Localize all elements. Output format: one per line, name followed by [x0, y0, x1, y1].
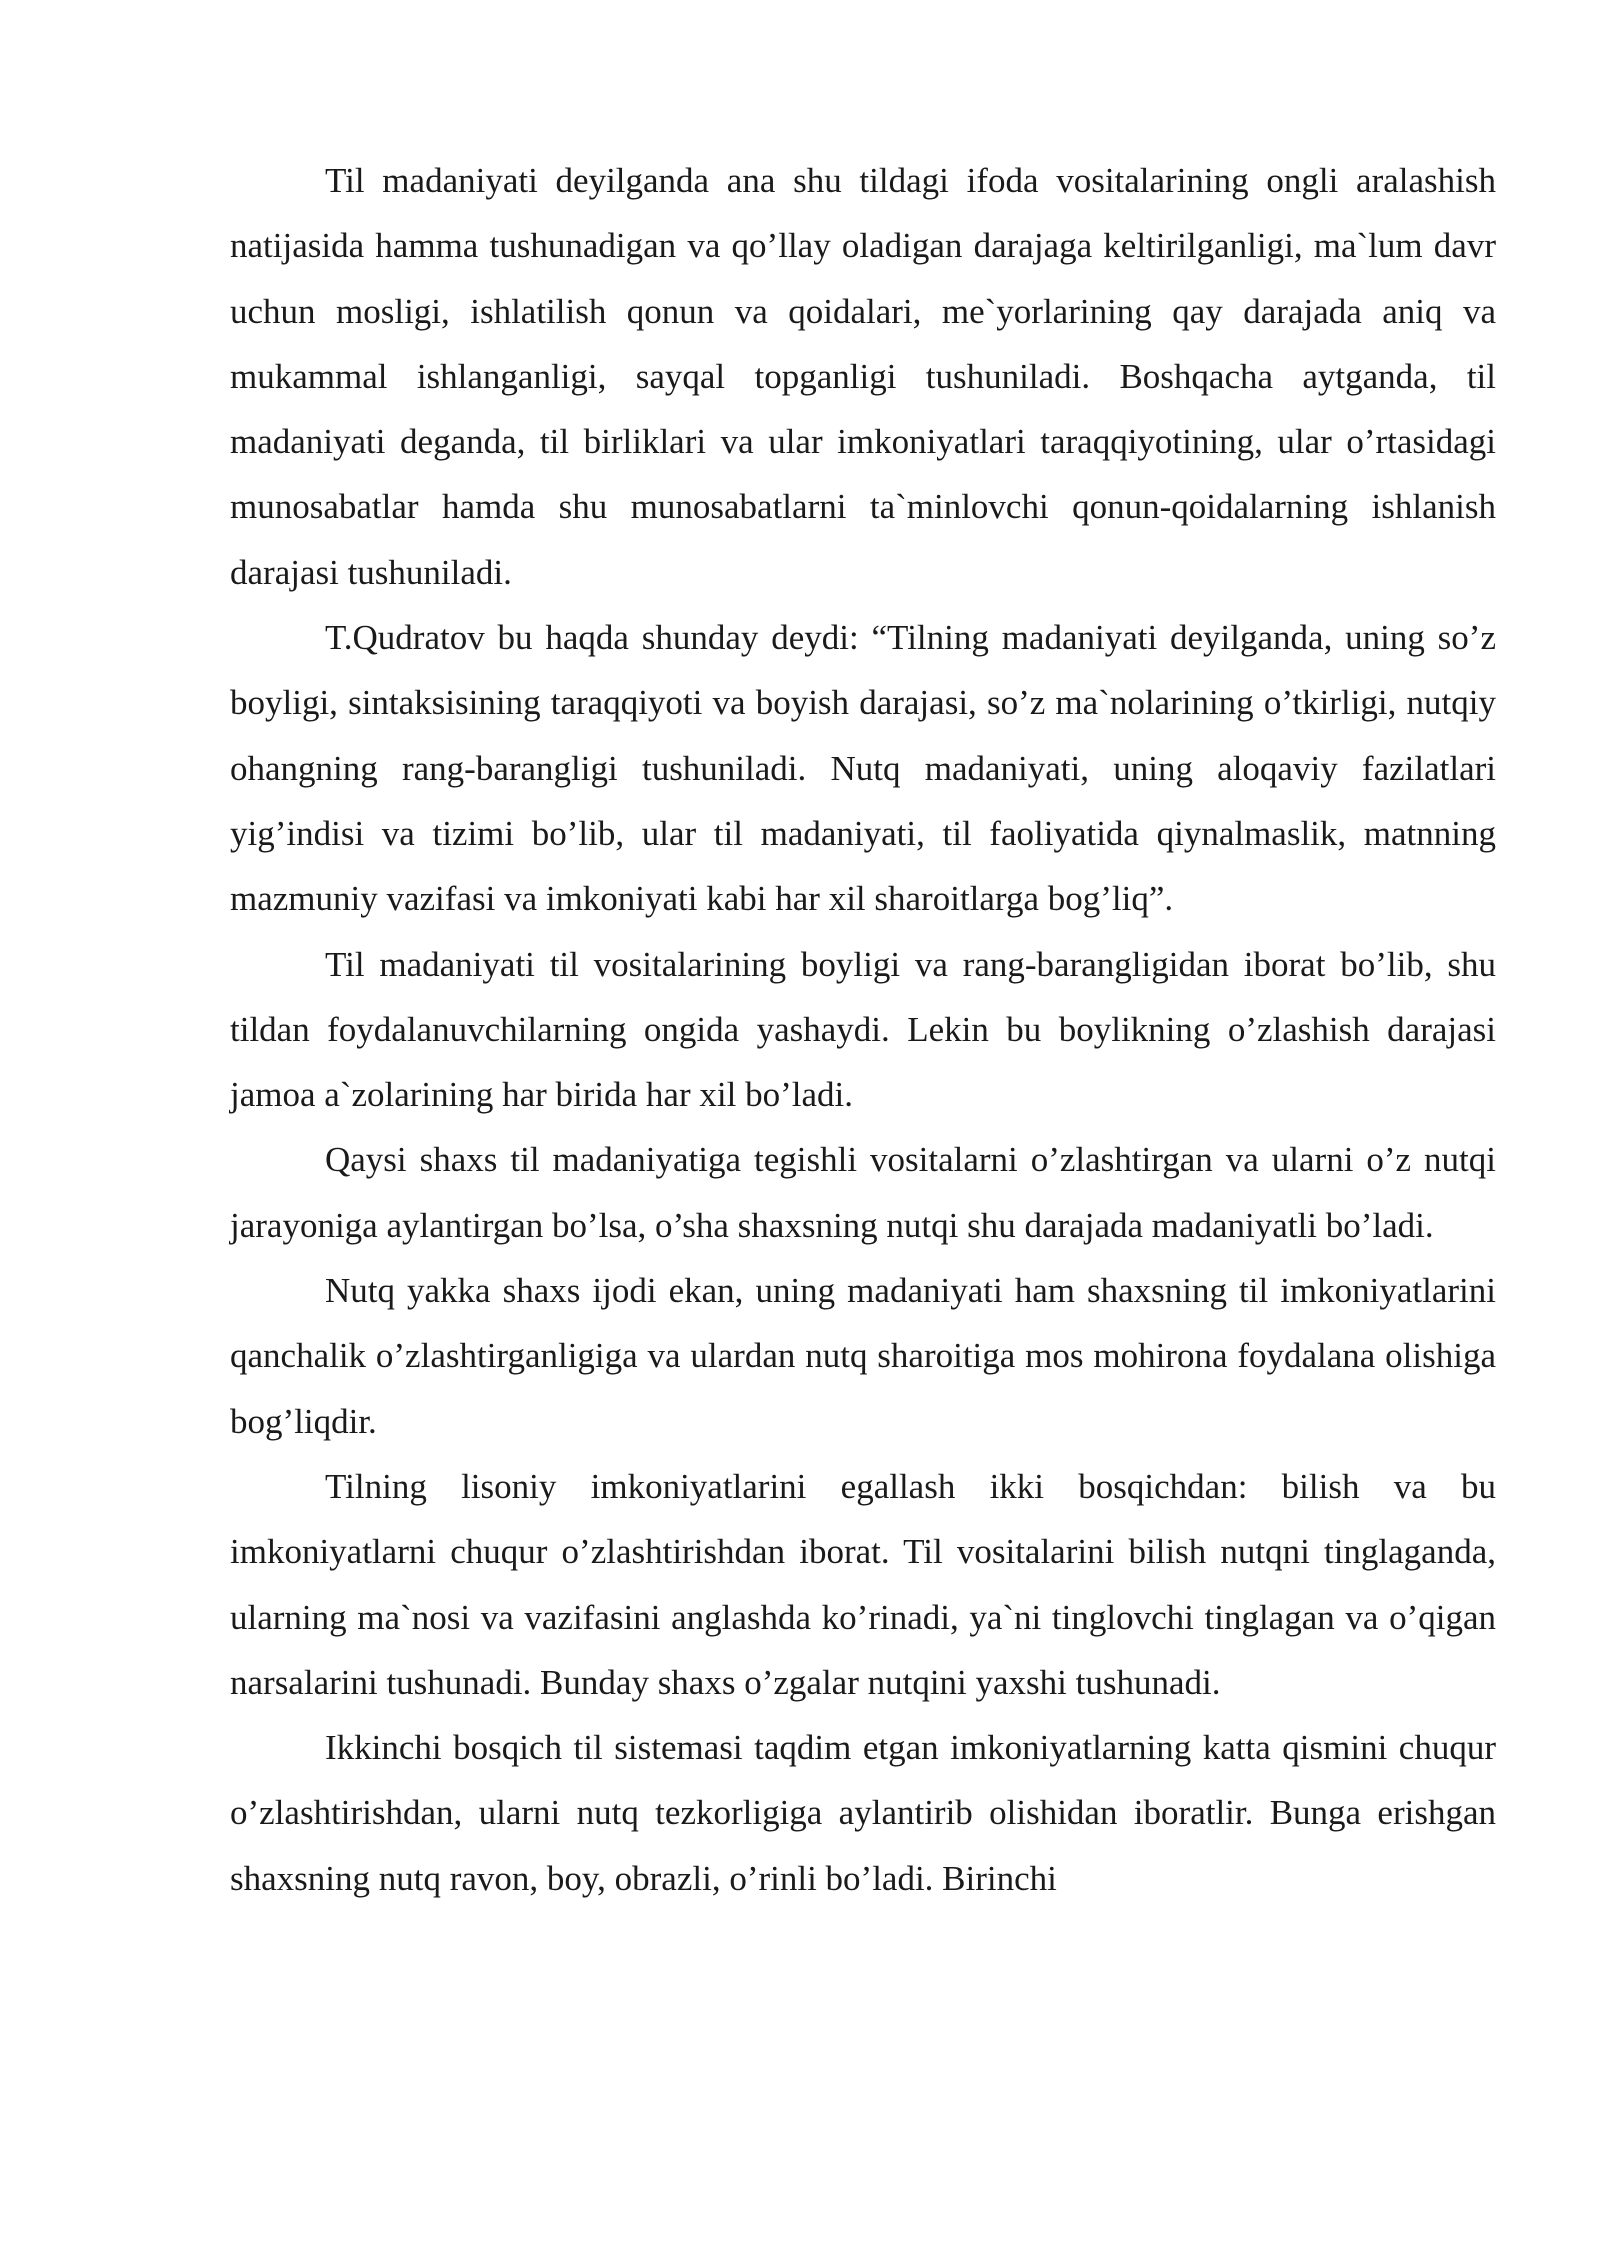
- paragraph-2: T.Qudratov bu haqda shunday deydi: “Tilning madaniyati deyilganda, uning so’z boyligi, sintaksisining taraqqiyoti va boyish darajasi, so’z ma`nolarining o’tkirligi, nutqiy ohangning rang-barangligi tushuniladi. Nutq madaniyati, uning aloqaviy fazilatlari yig’indisi va tizimi bo’lib, ular til madaniyati, til faoliyatida qiynalmaslik, matnning mazmuniy vazifasi va imkoniyati kabi har xil sharoitlarga bog’liq”.: [230, 618, 1496, 919]
- paragraph-5: Nutq yakka shaxs ijodi ekan, uning madaniyati ham shaxsning til imkoniyatlarini qanchalik o’zlashtirganligiga va ulardan nutq sharoitiga mos mohirona foydalana olishiga bog’liqdir.: [230, 1271, 1496, 1441]
- paragraph-1: Til madaniyati deyilganda ana shu tildagi ifoda vositalarining ongli aralashish natijasida hamma tushunadigan va qo’llay oladigan darajaga keltirilganligi, ma`lum davr uchun mosligi, ishlatilish qonun va qoidalari, me`yorlarining qay darajada aniq va mukammal ishlanganligi, sayqal topganligi tushuniladi. Boshqacha aytganda, til madaniyati deganda, til birliklari va ular imkoniyatlari taraqqiyotining, ular o’rtasidagi munosabatlar hamda shu munosabatlarni ta`minlovchi qonun-qoidalarning ishlanish darajasi tushuniladi.: [230, 161, 1496, 592]
- body-text: [230, 148, 1496, 1911]
- paragraph-7: Ikkinchi bosqich til sistemasi taqdim etgan imkoniyatlarning katta qismini chuqur o’zlashtirishdan, ularni nutq tezkorligiga aylantirib olishidan iboratlir. Bunga erishgan shaxsning nutq ravon, boy, obrazli, o’rinli bo’ladi. Birinchi: [230, 1728, 1496, 1898]
- paragraph-3: Til madaniyati til vositalarining boyligi va rang-barangligidan iborat bo’lib, shu tildan foydalanuvchilarning ongida yashaydi. Lekin bu boylikning o’zlashish darajasi jamoa a`zolarining har birida har xil bo’ladi.: [230, 944, 1496, 1115]
- paragraph-6: Tilning lisoniy imkoniyatlarini egallash ikki bosqichdan: bilish va bu imkoniyatlarni chuqur o’zlashtirishdan iborat. Til vositalarini bilish nutqni tinglaganda, ularning ma`nosi va vazifasini anglashda ko’rinadi, ya`ni tinglovchi tinglagan va o’qigan narsalarini tushunadi. Bunday shaxs o’zgalar nutqini yaxshi tushunadi.: [230, 1466, 1496, 1702]
- paragraph-4: Qaysi shaxs til madaniyatiga tegishli vositalarni o’zlashtirgan va ularni o’z nutqi jarayoniga aylantirgan bo’lsa, o’sha shaxsning nutqi shu darajada madaniyatli bo’ladi.: [230, 1140, 1496, 1245]
